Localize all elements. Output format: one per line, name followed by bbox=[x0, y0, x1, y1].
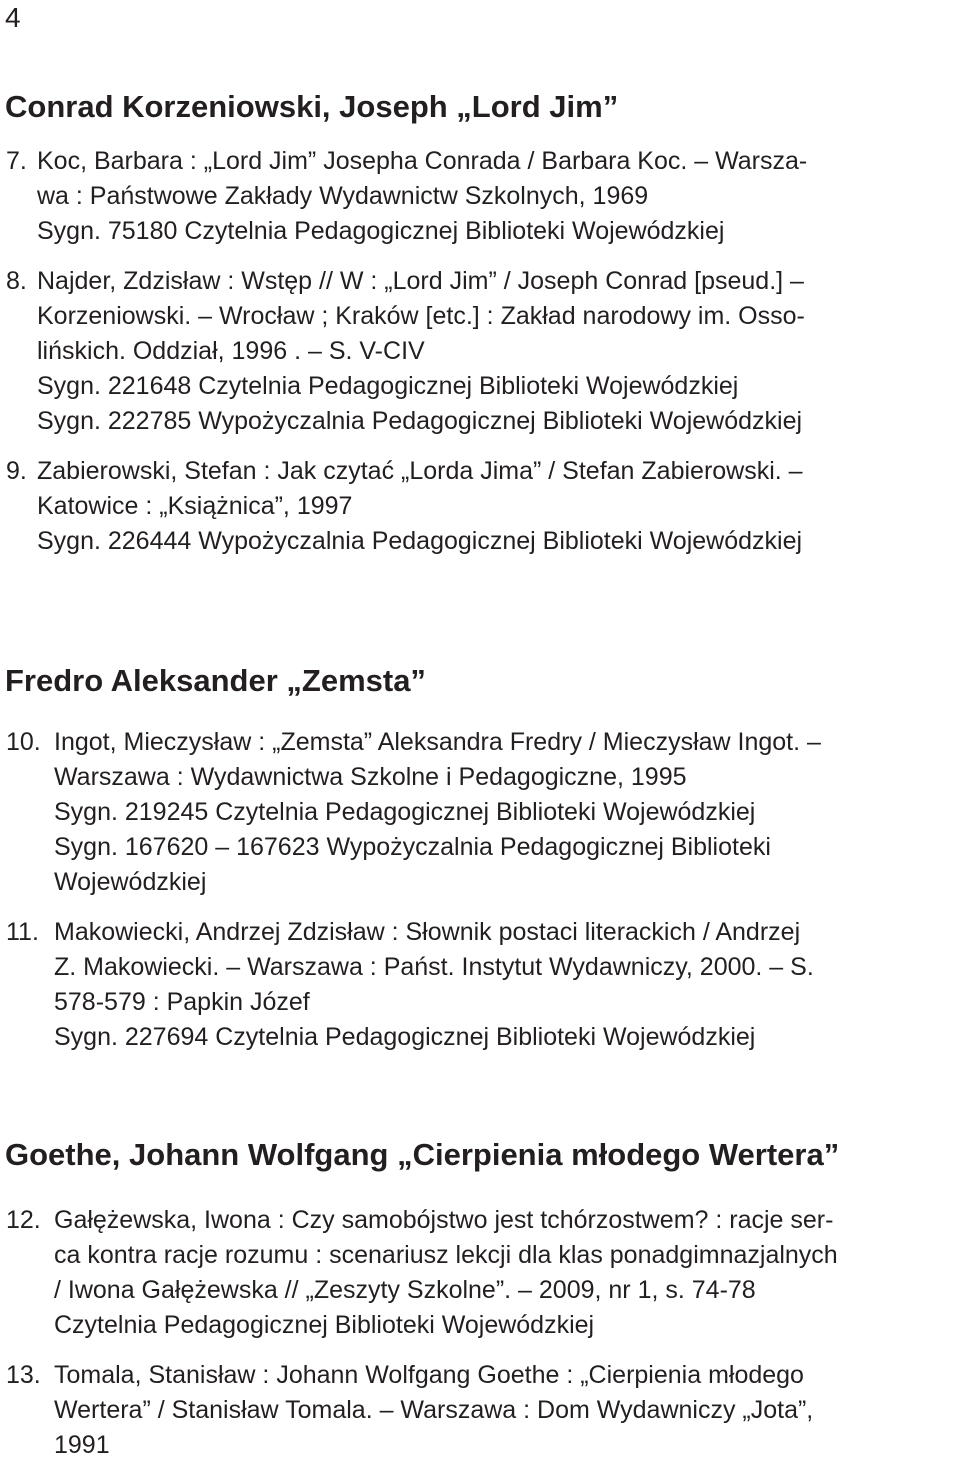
entry-line: Sygn. 221648 Czytelnia Pedagogicznej Biblioteki Wojewódzkiej bbox=[37, 372, 739, 400]
entry-line: Warszawa : Wydawnictwa Szkolne i Pedagogiczne, 1995 bbox=[54, 763, 687, 791]
entry-12 bbox=[0, 1203, 960, 1343]
entry-line: Z. Makowiecki. – Warszawa : Państ. Instytut Wydawniczy, 2000. – S. bbox=[54, 953, 814, 981]
entry-9 bbox=[0, 454, 960, 559]
entry-text bbox=[37, 264, 955, 439]
entry-line: Makowiecki, Andrzej Zdzisław : Słownik postaci literackich / Andrzej bbox=[54, 918, 801, 946]
entry-number: 8. bbox=[6, 267, 27, 295]
section-fredro bbox=[0, 661, 960, 1055]
entry-10 bbox=[0, 725, 960, 900]
entry-line: Wertera” / Stanisław Tomala. – Warszawa : Dom Wydawniczy „Jota”, bbox=[54, 1396, 814, 1424]
entry-line: Czytelnia Pedagogicznej Biblioteki Wojewódzkiej bbox=[54, 1311, 595, 1339]
entry-line: Wojewódzkiej bbox=[54, 868, 207, 896]
entry-line: Koc, Barbara : „Lord Jim” Josepha Conrada / Barbara Koc. – Warsza- bbox=[37, 147, 808, 175]
entry-line: Zabierowski, Stefan : Jak czytać „Lorda Jima” / Stefan Zabierowski. – bbox=[37, 457, 803, 485]
entry-line: ca kontra racje rozumu : scenariusz lekcji dla klas ponadgimnazjalnych bbox=[54, 1241, 838, 1269]
entry-number: 13. bbox=[6, 1361, 41, 1389]
entry-list bbox=[0, 725, 960, 1055]
entry-line: / Iwona Gałężewska // „Zeszyty Szkolne”. – 2009, nr 1, s. 74-78 bbox=[54, 1276, 756, 1304]
entry-text bbox=[54, 1203, 955, 1343]
entry-number: 9. bbox=[6, 457, 27, 485]
entry-line: Sygn. 167620 – 167623 Wypożyczalnia Pedagogicznej Biblioteki bbox=[54, 833, 771, 861]
entry-line: Ingot, Mieczysław : „Zemsta” Aleksandra Fredry / Mieczysław Ingot. – bbox=[54, 728, 821, 756]
entry-number: 10. bbox=[6, 728, 41, 756]
entry-number: 12. bbox=[6, 1206, 41, 1234]
entry-13 bbox=[0, 1358, 960, 1463]
entry-line: Sygn. 75180 Czytelnia Pedagogicznej Biblioteki Wojewódzkiej bbox=[37, 217, 725, 245]
entry-line: 1991 bbox=[54, 1431, 110, 1459]
page-number: 4 bbox=[5, 2, 21, 33]
section-conrad bbox=[0, 87, 960, 559]
entry-line: Sygn. 219245 Czytelnia Pedagogicznej Biblioteki Wojewódzkiej bbox=[54, 798, 756, 826]
entry-line: Sygn. 226444 Wypożyczalnia Pedagogicznej Biblioteki Wojewódzkiej bbox=[37, 527, 803, 555]
entry-line: Katowice : „Książnica”, 1997 bbox=[37, 492, 353, 520]
entry-text bbox=[54, 915, 955, 1055]
entry-text bbox=[54, 725, 955, 900]
section-heading: Conrad Korzeniowski, Joseph „Lord Jim” bbox=[5, 89, 619, 124]
entry-line: wa : Państwowe Zakłady Wydawnictw Szkolnych, 1969 bbox=[37, 182, 649, 210]
entry-list bbox=[0, 1203, 960, 1463]
entry-text bbox=[54, 1358, 955, 1463]
entry-line: Sygn. 227694 Czytelnia Pedagogicznej Biblioteki Wojewódzkiej bbox=[54, 1023, 756, 1051]
entry-line: Sygn. 222785 Wypożyczalnia Pedagogicznej Biblioteki Wojewódzkiej bbox=[37, 407, 803, 435]
entry-line: 578-579 : Papkin Józef bbox=[54, 988, 310, 1016]
entry-list bbox=[0, 144, 960, 559]
entry-number: 11. bbox=[6, 918, 39, 946]
entry-text bbox=[37, 144, 955, 249]
entry-line: Najder, Zdzisław : Wstęp // W : „Lord Jim” / Joseph Conrad [pseud.] – bbox=[37, 267, 804, 295]
entry-8 bbox=[0, 264, 960, 439]
entry-line: Gałężewska, Iwona : Czy samobójstwo jest tchórzostwem? : racje ser- bbox=[54, 1206, 834, 1234]
entry-line: Korzeniowski. – Wrocław ; Kraków [etc.] : Zakład narodowy im. Osso- bbox=[37, 302, 805, 330]
entry-11 bbox=[0, 915, 960, 1055]
entry-text bbox=[37, 454, 955, 559]
section-heading: Goethe, Johann Wolfgang „Cierpienia młodego Wertera” bbox=[5, 1137, 840, 1172]
section-heading: Fredro Aleksander „Zemsta” bbox=[5, 663, 426, 698]
entry-number: 7. bbox=[6, 147, 27, 175]
entry-7 bbox=[0, 144, 960, 249]
entry-line: lińskich. Oddział, 1996 . – S. V-CIV bbox=[37, 337, 425, 365]
section-goethe bbox=[0, 1135, 960, 1463]
entry-line: Tomala, Stanisław : Johann Wolfgang Goethe : „Cierpienia młodego bbox=[54, 1361, 804, 1389]
